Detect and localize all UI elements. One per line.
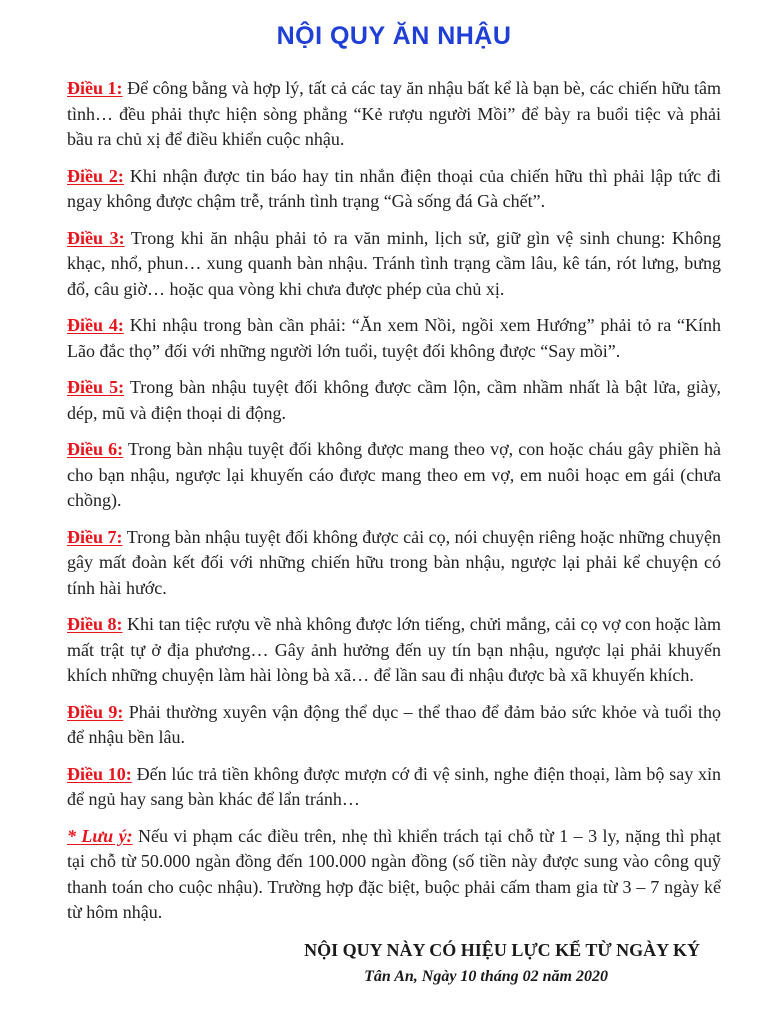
- article-9-label: Điều 9:: [67, 701, 124, 722]
- article-5-label: Điều 5:: [67, 377, 125, 397]
- article-2: [67, 164, 721, 215]
- note-text: Nếu vi phạm các điều trên, nhẹ thì khiển trách tại chỗ từ 1 – 3 ly, nặng thì phạt tại chỗ từ 50.000 ngàn đồng đến 100.000 ngàn đồng (số tiền này được sung vào công quỹ thanh toán cho cuộc nhậu). Trường hợp đặc biệt, buộc phải cấm tham gia từ 3 – 7 ngày kể từ hôm nhậu.: [67, 825, 721, 922]
- article-10-text: Đến lúc trả tiền không được mượn cớ đi vệ sinh, nghe điện thoại, làm bộ say xỉn để ngủ hay sang bàn khác để lẩn tránh…: [67, 763, 721, 809]
- dateline: Tân An, Ngày 10 tháng 02 năm 2020: [364, 967, 608, 985]
- article-2-label: Điều 2:: [67, 165, 124, 186]
- article-4: [67, 313, 721, 364]
- article-8-label: Điều 8:: [67, 614, 123, 634]
- article-3-label: Điều 3:: [67, 227, 125, 248]
- article-7-text: Trong bàn nhậu tuyệt đối không được cải cọ, nói chuyện riêng hoặc những chuyện gây mất đoàn kết đối với những chiến hữu trong bàn nhậu, ngược lại phải kể chuyện có tính hài hước.: [67, 526, 721, 598]
- article-7-label: Điều 7:: [67, 526, 123, 547]
- article-2-text: Khi nhận được tin báo hay tin nhắn điện thoại của chiến hữu thì phải lập tức đi ngay không được chậm trễ, tránh tình trạng “Gà sống đá Gà chết”.: [67, 165, 722, 211]
- article-1-text: Để công bằng và hợp lý, tất cả các tay ăn nhậu bất kể là bạn bè, các chiến hữu tâm tình… đều phải thực hiện sòng phẳng “Kẻ rượu người Mồi” để bày ra buổi tiệc và phải bầu ra chủ xị để điều khiển cuộc nhậu.: [67, 78, 721, 149]
- effective-statement: NỘI QUY NÀY CÓ HIỆU LỰC KỂ TỪ NGÀY KÝ: [304, 939, 700, 960]
- article-1: [67, 76, 721, 153]
- article-6-text: Trong bàn nhậu tuyệt đối không được mang theo vợ, con hoặc cháu gây phiền hà cho bạn nhậu, ngược lại khuyến cáo được mang theo em vợ, em nuôi hoạc em gái (chưa chồng).: [67, 439, 721, 510]
- page-title: NỘI QUY ĂN NHẬU: [276, 22, 512, 50]
- article-10-label: Điều 10:: [67, 763, 132, 784]
- article-9-text: Phải thường xuyên vận động thể dục – thể thao để đảm bảo sức khỏe và tuổi thọ để nhậu bền lâu.: [67, 701, 721, 747]
- article-6-label: Điều 6:: [67, 439, 124, 459]
- article-3-text: Trong khi ăn nhậu phải tỏ ra văn minh, lịch sử, giữ gìn vệ sinh chung: Không khạc, nhổ, phun… xung quanh bàn nhậu. Tránh tình trạng cầm lâu, kê tán, rót lưng, bưng đổ, câu giờ… hoặc qua vòng khi chưa được phép của chủ xị.: [67, 227, 722, 299]
- article-8-text: Khi tan tiệc rượu về nhà không được lớn tiếng, chửi mắng, cải cọ vợ con hoặc làm mất trật tự ở địa phương… Gây ảnh hưởng đến uy tín bạn nhậu, ngược lại phải khuyến khích những chuyện làm hài lòng bà xã… để lần sau đi nhậu được bà xã khuyến khích.: [67, 614, 722, 685]
- article-4-text: Khi nhậu trong bàn cần phải: “Ăn xem Nồi, ngồi xem Hướng” phải tỏ ra “Kính Lão đắc thọ” đối với những người lớn tuổi, tuyệt đối không được “Say mồi”.: [67, 315, 722, 361]
- note-label: * Lưu ý:: [67, 825, 133, 846]
- article-9: [67, 700, 721, 751]
- article-4-label: Điều 4:: [67, 315, 124, 335]
- article-6: [67, 437, 721, 514]
- article-5-text: Trong bàn nhậu tuyệt đối không được cầm lộn, cầm nhầm nhất là bật lửa, giày, dép, mũ và điện thoại di động.: [67, 377, 721, 423]
- article-10: [67, 762, 721, 813]
- article-7: [67, 525, 721, 602]
- article-8: [67, 612, 721, 689]
- article-3: [67, 226, 721, 303]
- note: [67, 824, 721, 926]
- article-5: [67, 375, 721, 426]
- article-1-label: Điều 1:: [67, 78, 123, 98]
